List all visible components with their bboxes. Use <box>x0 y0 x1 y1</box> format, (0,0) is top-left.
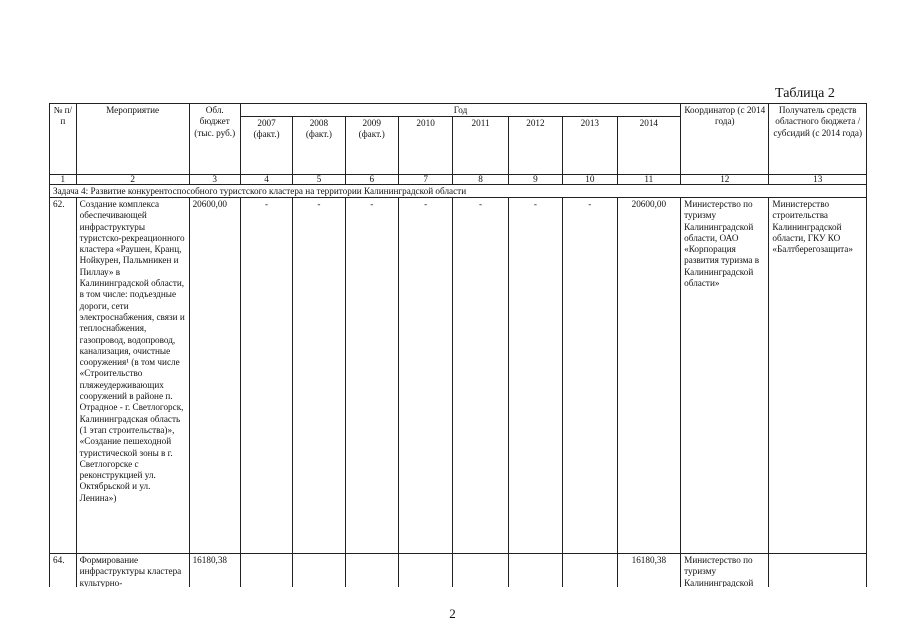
column-number: 10 <box>563 175 617 185</box>
header-2014: 2014 <box>617 117 681 175</box>
row-coordinator: Министерство по туризму Калининградской <box>681 554 769 588</box>
row-num: 64. <box>50 554 77 588</box>
header-year: Год <box>240 104 680 117</box>
header-recipient: Получатель средств областного бюджета / субсидий (с 2014 года) <box>769 104 867 175</box>
document-table <box>49 103 867 587</box>
header-2013: 2013 <box>563 117 617 175</box>
column-number: 1 <box>50 175 77 185</box>
header-2007: 2007 (факт.) <box>240 117 292 175</box>
row-2014: 16180,38 <box>617 554 681 588</box>
row-2008 <box>293 554 345 588</box>
row-recipient <box>769 554 867 588</box>
task-row <box>50 185 867 198</box>
row-2011: - <box>453 198 508 554</box>
table-caption: Таблица 2 <box>775 86 835 101</box>
header-2012: 2012 <box>508 117 562 175</box>
row-2008: - <box>293 198 345 554</box>
row-2013: - <box>563 198 617 554</box>
row-2007: - <box>240 198 292 554</box>
row-2010: - <box>398 198 452 554</box>
page-number: 2 <box>449 606 456 621</box>
header-event: Мероприятие <box>76 104 189 175</box>
row-2010 <box>398 554 452 588</box>
header-2008: 2008 (факт.) <box>293 117 345 175</box>
header-coordinator: Координатор (с 2014 года) <box>681 104 769 175</box>
row-2009 <box>345 554 398 588</box>
row-recipient: Министерство строительства Калининградской области, ГКУ КО «Балтберегозащита» <box>769 198 867 554</box>
header-2010: 2010 <box>398 117 452 175</box>
column-number-row <box>50 175 867 185</box>
row-2012 <box>508 554 562 588</box>
column-number: 8 <box>453 175 508 185</box>
column-number: 11 <box>617 175 681 185</box>
header-num: № п/п <box>50 104 77 175</box>
row-2014: 20600,00 <box>617 198 681 554</box>
column-number: 5 <box>293 175 345 185</box>
row-2011 <box>453 554 508 588</box>
row-2012: - <box>508 198 562 554</box>
table-row <box>50 198 867 554</box>
row-budget: 16180,38 <box>189 554 240 588</box>
row-coordinator: Министерство по туризму Калининградской области, ОАО «Корпорация развития туризма в Калининградской области» <box>681 198 769 554</box>
column-number: 12 <box>681 175 769 185</box>
header-budget: Обл. бюджет (тыс. руб.) <box>189 104 240 175</box>
column-number: 6 <box>345 175 398 185</box>
column-number: 13 <box>769 175 867 185</box>
row-event: Формирование инфраструктуры кластера культурно- <box>76 554 189 588</box>
column-number: 7 <box>398 175 452 185</box>
row-2013 <box>563 554 617 588</box>
row-event: Создание комплекса обеспечивающей инфраструктуры туристско-рекреационного кластера «Раушен, Кранц, Нойкурен, Пальмникен и Пиллау» в Калининградской области, в том числе: подъездные дороги, сети электроснабжения, связи и теплоснабжения, газопровод, водопровод, канализация, очистные сооружения¹ (в том числе «Строительство пляжеудерживающих сооружений в районе п. Отрадное - г. Светлогорск, Калининградская область (1 этап строительства)», «Создание пешеходной туристической зоны в г. Светлогорске с реконструкцией ул. Октябрьской и ул. Ленина») <box>76 198 189 554</box>
task-title: Задача 4: Развитие конкурентоспособного туристского кластера на территории Калининградской области <box>50 185 867 198</box>
row-num: 62. <box>50 198 77 554</box>
header-2009: 2009 (факт.) <box>345 117 398 175</box>
column-number: 9 <box>508 175 562 185</box>
column-number: 3 <box>189 175 240 185</box>
column-number: 4 <box>240 175 292 185</box>
row-2009: - <box>345 198 398 554</box>
header-row-top <box>50 104 867 117</box>
column-number: 2 <box>76 175 189 185</box>
row-budget: 20600,00 <box>189 198 240 554</box>
table-row <box>50 554 867 588</box>
row-2007 <box>240 554 292 588</box>
header-2011: 2011 <box>453 117 508 175</box>
